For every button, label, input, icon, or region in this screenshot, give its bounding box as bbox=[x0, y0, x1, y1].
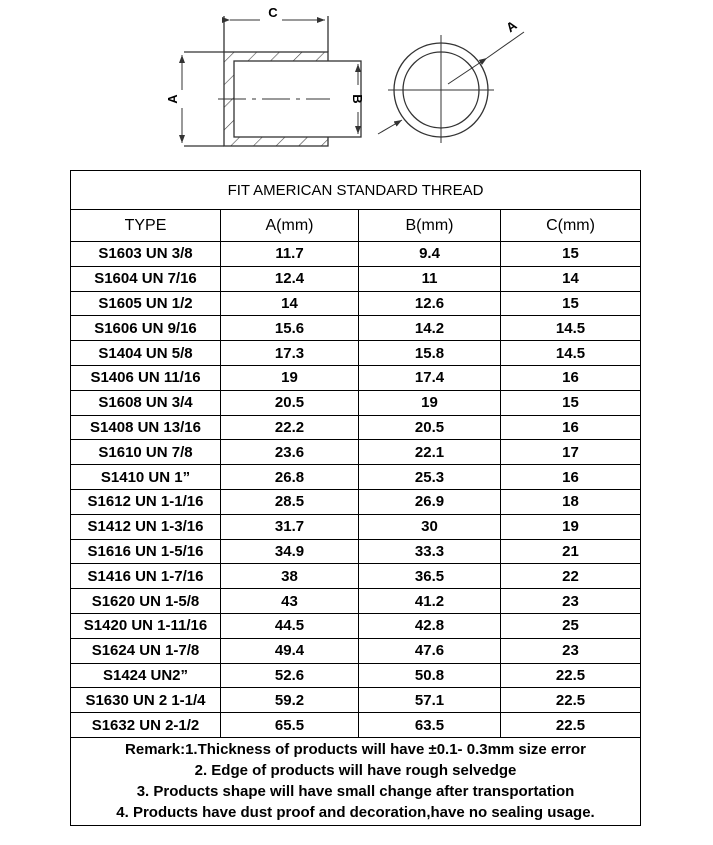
cell-c: 15 bbox=[501, 242, 641, 267]
cell-b: 63.5 bbox=[359, 713, 501, 738]
cell-type: S1406 UN 11/16 bbox=[71, 365, 221, 390]
table-row bbox=[71, 564, 641, 589]
cell-b: 42.8 bbox=[359, 613, 501, 638]
cell-type: S1630 UN 2 1-1/4 bbox=[71, 688, 221, 713]
table-row bbox=[71, 242, 641, 267]
table-row bbox=[71, 688, 641, 713]
table-row bbox=[71, 539, 641, 564]
column-header-c: C(mm) bbox=[501, 210, 641, 242]
cell-a: 15.6 bbox=[221, 316, 359, 341]
cell-c: 17 bbox=[501, 440, 641, 465]
dimension-label-a-circle: A bbox=[503, 17, 520, 36]
column-header-type: TYPE bbox=[71, 210, 221, 242]
cell-type: S1610 UN 7/8 bbox=[71, 440, 221, 465]
cell-type: S1604 UN 7/16 bbox=[71, 266, 221, 291]
table-row bbox=[71, 365, 641, 390]
cell-a: 34.9 bbox=[221, 539, 359, 564]
cell-a: 20.5 bbox=[221, 390, 359, 415]
cell-c: 23 bbox=[501, 589, 641, 614]
cell-type: S1410 UN 1” bbox=[71, 465, 221, 490]
cell-b: 41.2 bbox=[359, 589, 501, 614]
cell-type: S1605 UN 1/2 bbox=[71, 291, 221, 316]
column-header-a: A(mm) bbox=[221, 210, 359, 242]
cell-c: 21 bbox=[501, 539, 641, 564]
cell-a: 11.7 bbox=[221, 242, 359, 267]
table-row bbox=[71, 390, 641, 415]
cell-b: 20.5 bbox=[359, 415, 501, 440]
dimension-label-a: A bbox=[165, 94, 180, 104]
cell-b: 25.3 bbox=[359, 465, 501, 490]
dimension-label-b: B bbox=[350, 94, 365, 104]
table-row bbox=[71, 663, 641, 688]
table-row bbox=[71, 266, 641, 291]
table-row bbox=[71, 613, 641, 638]
cell-b: 36.5 bbox=[359, 564, 501, 589]
cell-type: S1612 UN 1-1/16 bbox=[71, 489, 221, 514]
side-view bbox=[182, 16, 524, 146]
dimension-label-c: C bbox=[268, 5, 278, 20]
cell-a: 38 bbox=[221, 564, 359, 589]
cell-a: 65.5 bbox=[221, 713, 359, 738]
cell-a: 26.8 bbox=[221, 465, 359, 490]
remark-line: 3. Products shape will have small change after transportation bbox=[136, 782, 575, 800]
table-row bbox=[71, 440, 641, 465]
cell-b: 9.4 bbox=[359, 242, 501, 267]
table-row bbox=[71, 291, 641, 316]
cell-b: 47.6 bbox=[359, 638, 501, 663]
table-row bbox=[71, 589, 641, 614]
table-row bbox=[71, 465, 641, 490]
cell-c: 22.5 bbox=[501, 663, 641, 688]
cell-b: 14.2 bbox=[359, 316, 501, 341]
cell-a: 12.4 bbox=[221, 266, 359, 291]
cell-type: S1412 UN 1-3/16 bbox=[71, 514, 221, 539]
table-row bbox=[71, 316, 641, 341]
remark-line: Remark:1.Thickness of products will have ±0.1- 0.3mm size error bbox=[125, 740, 586, 758]
cell-b: 57.1 bbox=[359, 688, 501, 713]
table-row bbox=[71, 415, 641, 440]
cell-b: 33.3 bbox=[359, 539, 501, 564]
cell-b: 12.6 bbox=[359, 291, 501, 316]
table-row bbox=[71, 514, 641, 539]
remark-line: 2. Edge of products will have rough selvedge bbox=[194, 761, 517, 779]
cell-a: 44.5 bbox=[221, 613, 359, 638]
table-title: FIT AMERICAN STANDARD THREAD bbox=[71, 171, 641, 210]
cell-type: S1632 UN 2-1/2 bbox=[71, 713, 221, 738]
cell-b: 50.8 bbox=[359, 663, 501, 688]
table-row bbox=[71, 341, 641, 366]
cell-type: S1616 UN 1-5/16 bbox=[71, 539, 221, 564]
cell-a: 52.6 bbox=[221, 663, 359, 688]
thread-spec-table bbox=[70, 170, 641, 826]
cell-type: S1404 UN 5/8 bbox=[71, 341, 221, 366]
cell-c: 16 bbox=[501, 365, 641, 390]
cell-c: 15 bbox=[501, 390, 641, 415]
column-header-b: B(mm) bbox=[359, 210, 501, 242]
cell-c: 14 bbox=[501, 266, 641, 291]
cell-b: 15.8 bbox=[359, 341, 501, 366]
remark-line: 4. Products have dust proof and decoration,have no sealing usage. bbox=[116, 803, 595, 821]
cell-c: 23 bbox=[501, 638, 641, 663]
cell-a: 17.3 bbox=[221, 341, 359, 366]
cell-c: 16 bbox=[501, 465, 641, 490]
cell-a: 19 bbox=[221, 365, 359, 390]
table-row bbox=[71, 638, 641, 663]
cell-a: 43 bbox=[221, 589, 359, 614]
cell-b: 19 bbox=[359, 390, 501, 415]
bushing-technical-drawing bbox=[150, 0, 550, 165]
cell-c: 14.5 bbox=[501, 341, 641, 366]
cell-type: S1416 UN 1-7/16 bbox=[71, 564, 221, 589]
cell-type: S1420 UN 1-11/16 bbox=[71, 613, 221, 638]
cell-c: 14.5 bbox=[501, 316, 641, 341]
remarks bbox=[71, 737, 641, 825]
cell-a: 14 bbox=[221, 291, 359, 316]
cell-c: 25 bbox=[501, 613, 641, 638]
cell-c: 16 bbox=[501, 415, 641, 440]
cell-type: S1620 UN 1-5/8 bbox=[71, 589, 221, 614]
cell-a: 28.5 bbox=[221, 489, 359, 514]
cell-b: 11 bbox=[359, 266, 501, 291]
cell-type: S1608 UN 3/4 bbox=[71, 390, 221, 415]
table-row bbox=[71, 489, 641, 514]
cell-type: S1424 UN2” bbox=[71, 663, 221, 688]
cell-c: 22 bbox=[501, 564, 641, 589]
cell-a: 23.6 bbox=[221, 440, 359, 465]
table-row bbox=[71, 713, 641, 738]
cell-c: 15 bbox=[501, 291, 641, 316]
cell-c: 22.5 bbox=[501, 688, 641, 713]
cell-a: 31.7 bbox=[221, 514, 359, 539]
cell-c: 18 bbox=[501, 489, 641, 514]
cell-c: 22.5 bbox=[501, 713, 641, 738]
cell-c: 19 bbox=[501, 514, 641, 539]
cell-type: S1408 UN 13/16 bbox=[71, 415, 221, 440]
cell-a: 49.4 bbox=[221, 638, 359, 663]
cell-a: 59.2 bbox=[221, 688, 359, 713]
cell-a: 22.2 bbox=[221, 415, 359, 440]
cell-b: 17.4 bbox=[359, 365, 501, 390]
cell-type: S1606 UN 9/16 bbox=[71, 316, 221, 341]
cell-b: 26.9 bbox=[359, 489, 501, 514]
cell-b: 22.1 bbox=[359, 440, 501, 465]
cell-b: 30 bbox=[359, 514, 501, 539]
cell-type: S1603 UN 3/8 bbox=[71, 242, 221, 267]
cell-type: S1624 UN 1-7/8 bbox=[71, 638, 221, 663]
